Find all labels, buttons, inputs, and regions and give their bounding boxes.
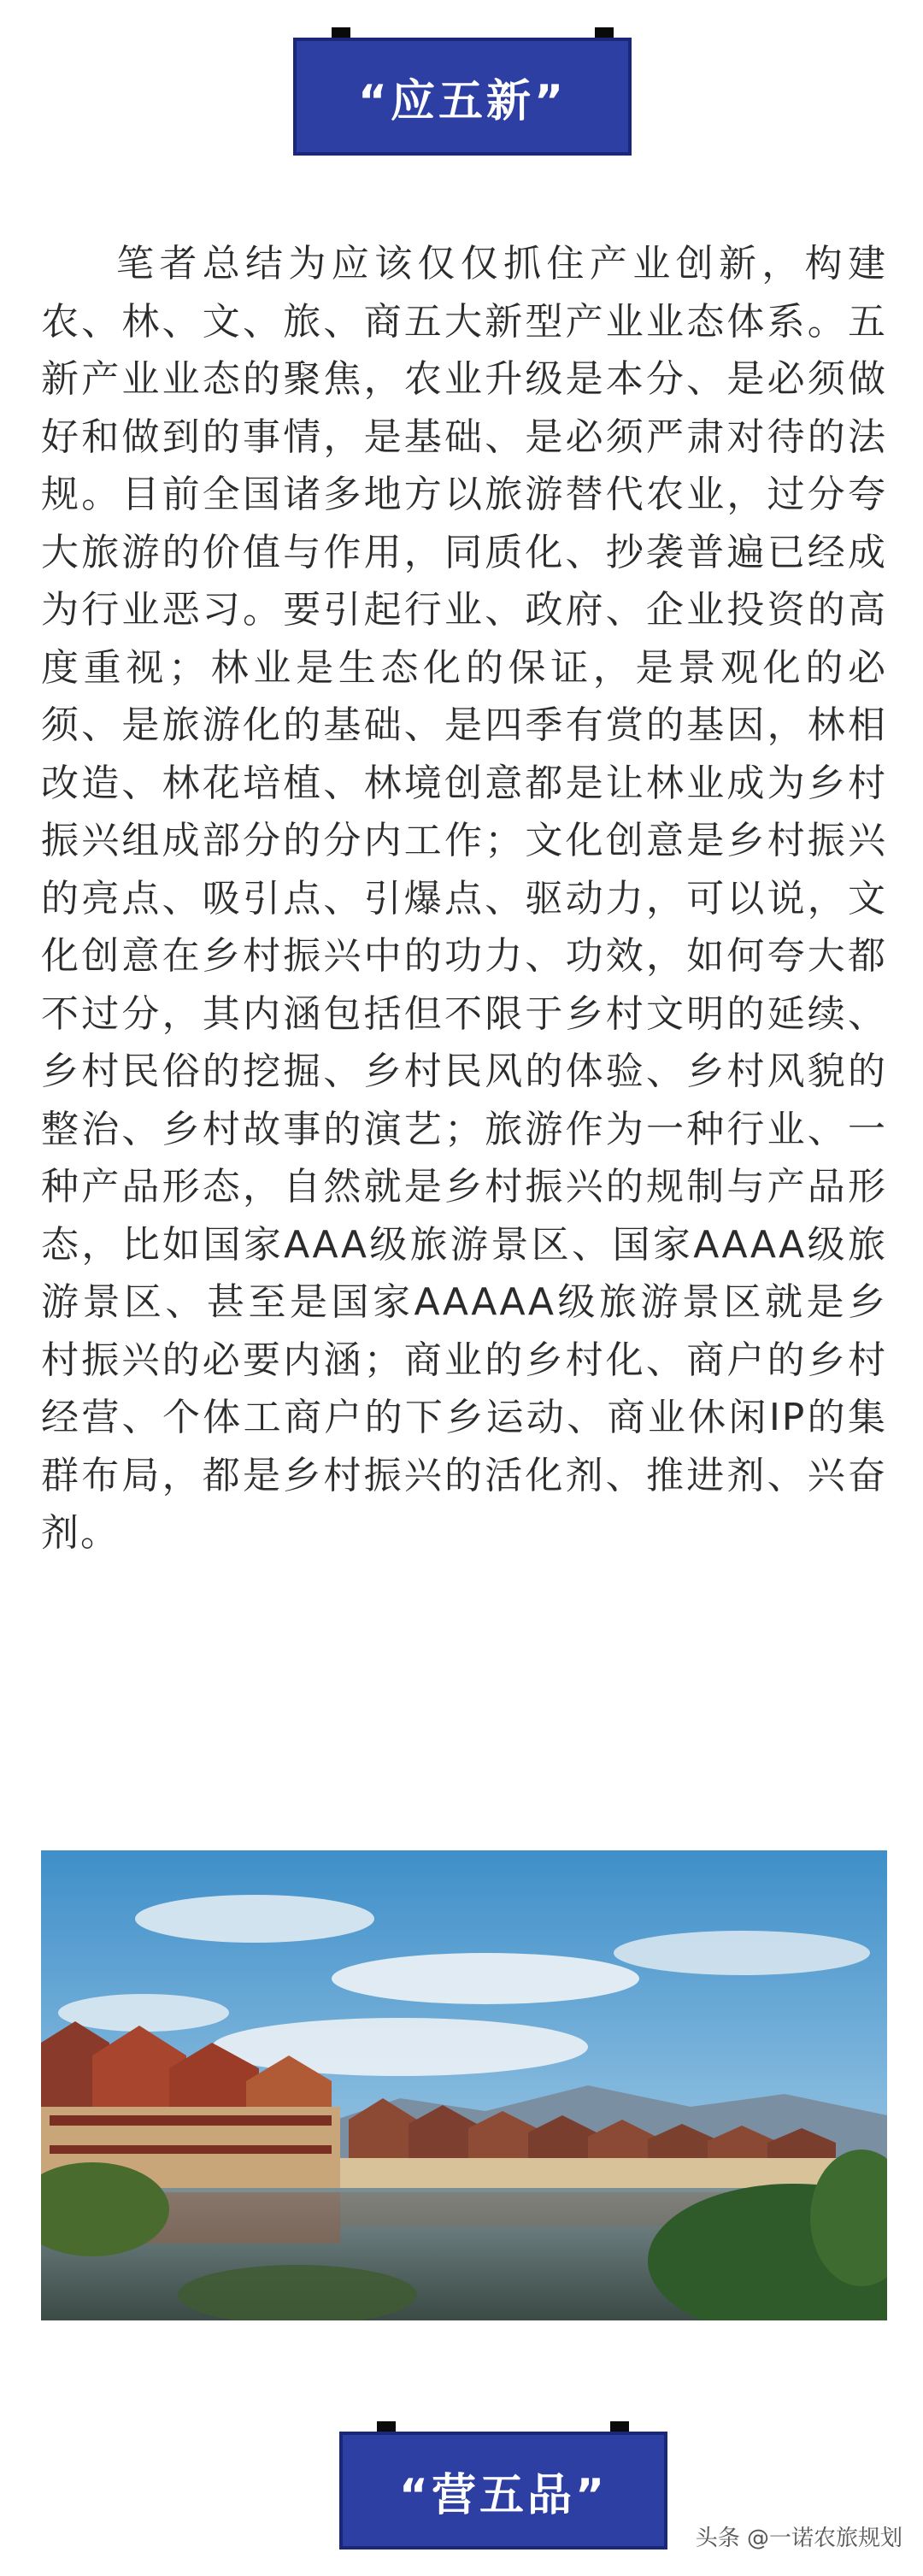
photo-illustration [41, 1850, 887, 2320]
source-watermark: 头条 @一诺农旅规划 [695, 2526, 902, 2551]
article-paragraph: 笔者总结为应该仅仅抓住产业创新，构建农、林、文、旅、商五大新型产业业态体系。五新产业业态的聚焦，农业升级是本分、是必须做好和做到的事情，是基础、是必须严肃对待的法规。目前全国诸多地方以旅游替代农业，过分夸大旅游的价值与作用，同质化、抄袭普遍已经成为行业恶习。要引起行业、政府、企业投资的高度重视；林业是生态化的保证，是景观化的必须、是旅游化的基础、是四季有赏的基因，林相改造、林花培植、林境创意都是让林业成为乡村振兴组成部分的分内工作；文化创意是乡村振兴的亮点、吸引点、引爆点、驱动力，可以说，文化创意在乡村振兴中的功力、功效，如何夸大都不过分，其内涵包括但不限于乡村文明的延续、乡村民俗的挖掘、乡村民风的体验、乡村风貌的整治、乡村故事的演艺；旅游作为一种行业、一种产品形态，自然就是乡村振兴的规制与产品形态，比如国家AAA级旅游景区、国家AAAA级旅游景区、甚至是国家AAAAA级旅游景区就是乡村振兴的必要内涵；商业的乡村化、商户的乡村经营、个体工商户的下乡运动、商业休闲IP的集群布局，都是乡村振兴的活化剂、推进剂、兴奋剂。 [41, 242, 887, 1555]
section-title: “应五新” [357, 75, 567, 127]
village-waterfront-photo [41, 1850, 887, 2320]
section-title-banner [339, 2432, 667, 2550]
section-title: “营五品” [398, 2469, 608, 2521]
section-title-banner [293, 38, 632, 156]
